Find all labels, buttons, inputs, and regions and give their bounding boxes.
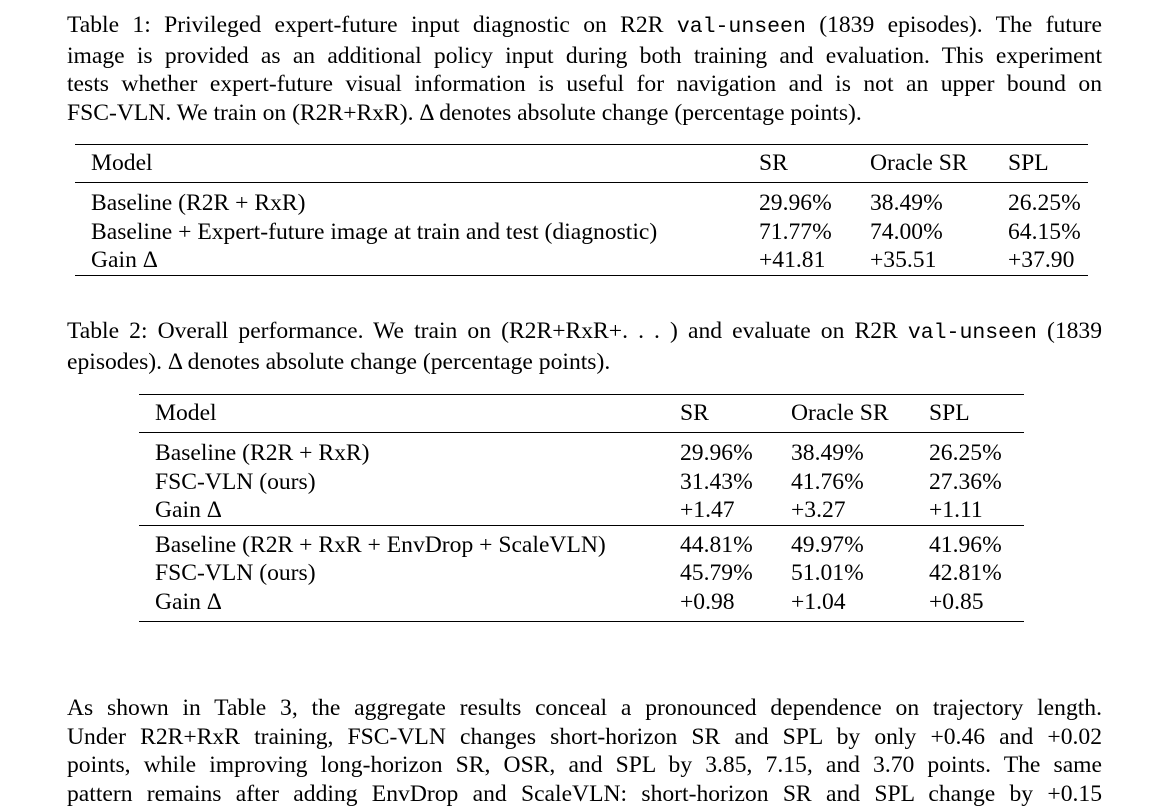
caption-text: (1839 episodes). The future xyxy=(806,12,1102,38)
table2-cell-spl: 42.81% xyxy=(913,559,1024,587)
table2-cell-oracle-sr: +3.27 xyxy=(775,496,913,526)
table1-cell-model: Baseline + Expert-future image at train and test (diagnostic) xyxy=(75,218,743,246)
table2-header-row xyxy=(139,395,1024,433)
caption-text: Table 1: Privileged expert-future input diagnostic on R2R xyxy=(67,12,677,38)
table2-cell-model: Baseline (R2R + RxR + EnvDrop + ScaleVLN) xyxy=(139,526,664,560)
table1-cell-model: Gain Δ xyxy=(75,246,743,276)
table2 xyxy=(139,394,1024,622)
table2-cell-sr: 29.96% xyxy=(664,433,775,468)
table1-caption-line xyxy=(67,99,1102,128)
table2-group1 xyxy=(139,433,1024,526)
table1-header-row xyxy=(75,145,1088,183)
table1-cell-oracle-sr: 74.00% xyxy=(854,218,992,246)
table2-cell-model: FSC-VLN (ours) xyxy=(139,559,664,587)
table1-row xyxy=(75,246,1088,276)
table2-cell-sr: 31.43% xyxy=(664,468,775,496)
table2-cell-spl: +0.85 xyxy=(913,588,1024,622)
table2-cell-sr: +1.47 xyxy=(664,496,775,526)
table2-cell-model: FSC-VLN (ours) xyxy=(139,468,664,496)
table2-caption xyxy=(67,317,1102,376)
table2-cell-oracle-sr: 41.76% xyxy=(775,468,913,496)
table1-row xyxy=(75,183,1088,218)
table2-row xyxy=(139,433,1024,468)
table2-header-model: Model xyxy=(139,395,664,433)
body-line: points, while improving long-horizon SR, OSR, and SPL by 3.85, 7.15, and 3.70 points. The same xyxy=(67,751,1102,780)
caption-text: episodes). Δ denotes absolute change (percentage points). xyxy=(67,349,610,375)
code-text: val-unseen xyxy=(677,15,806,39)
table1-caption-line xyxy=(67,42,1102,71)
table2-cell-sr: 45.79% xyxy=(664,559,775,587)
table1-caption xyxy=(67,11,1102,127)
table2-cell-model: Baseline (R2R + RxR) xyxy=(139,433,664,468)
table2-cell-oracle-sr: 38.49% xyxy=(775,433,913,468)
caption-text: tests whether expert-future visual information is useful for navigation and is not an upper bound on xyxy=(67,71,1102,97)
caption-text: FSC-VLN. We train on (R2R+RxR). Δ denotes absolute change (percentage points). xyxy=(67,100,862,126)
table2-row xyxy=(139,588,1024,622)
table2-cell-oracle-sr: 49.97% xyxy=(775,526,913,560)
table2-cell-spl: +1.11 xyxy=(913,496,1024,526)
caption-text: Table 2: Overall performance. We train on (R2R+RxR+. . . ) and evaluate on R2R xyxy=(67,318,908,344)
table2-header-oracle-sr: Oracle SR xyxy=(775,395,913,433)
table1-row xyxy=(75,218,1088,246)
table1-cell-sr: 71.77% xyxy=(743,218,854,246)
table2-caption-line xyxy=(67,317,1102,348)
table1-cell-oracle-sr: +35.51 xyxy=(854,246,992,276)
table1-header-model: Model xyxy=(75,145,743,183)
table2-caption-line xyxy=(67,348,1102,377)
table2-header-spl: SPL xyxy=(913,395,1024,433)
table2-row xyxy=(139,559,1024,587)
table2-cell-model: Gain Δ xyxy=(139,496,664,526)
table1-cell-sr: 29.96% xyxy=(743,183,854,218)
body-line: Under R2R+RxR training, FSC-VLN changes short-horizon SR and SPL by only +0.46 and +0.02 xyxy=(67,723,1102,752)
table1-caption-line xyxy=(67,70,1102,99)
table2-cell-model: Gain Δ xyxy=(139,588,664,622)
body-line: As shown in Table 3, the aggregate results conceal a pronounced dependence on trajectory length. xyxy=(67,694,1102,723)
table1-body xyxy=(75,183,1088,276)
table2-cell-spl: 27.36% xyxy=(913,468,1024,496)
table2-group2 xyxy=(139,526,1024,622)
code-text: val-unseen xyxy=(908,321,1037,345)
table1-cell-spl: 64.15% xyxy=(992,218,1088,246)
table2-cell-sr: 44.81% xyxy=(664,526,775,560)
table2-row xyxy=(139,526,1024,560)
caption-text: (1839 xyxy=(1037,318,1102,344)
table1-cell-spl: +37.90 xyxy=(992,246,1088,276)
table1-header-oracle-sr: Oracle SR xyxy=(854,145,992,183)
table1 xyxy=(75,144,1088,276)
table1-cell-oracle-sr: 38.49% xyxy=(854,183,992,218)
table1-cell-model: Baseline (R2R + RxR) xyxy=(75,183,743,218)
table1-cell-sr: +41.81 xyxy=(743,246,854,276)
table2-cell-sr: +0.98 xyxy=(664,588,775,622)
table2-cell-spl: 41.96% xyxy=(913,526,1024,560)
table1-header-spl: SPL xyxy=(992,145,1088,183)
table2-cell-spl: 26.25% xyxy=(913,433,1024,468)
table1-cell-spl: 26.25% xyxy=(992,183,1088,218)
table2-row xyxy=(139,496,1024,526)
body-paragraph xyxy=(67,694,1102,808)
table1-caption-line xyxy=(67,11,1102,42)
table2-cell-oracle-sr: 51.01% xyxy=(775,559,913,587)
table2-header-sr: SR xyxy=(664,395,775,433)
body-line: pattern remains after adding EnvDrop and ScaleVLN: short-horizon SR and SPL change by +0.15 xyxy=(67,780,1102,808)
caption-text: image is provided as an additional policy input during both training and evaluation. This experiment xyxy=(67,43,1102,69)
table1-header-sr: SR xyxy=(743,145,854,183)
table2-cell-oracle-sr: +1.04 xyxy=(775,588,913,622)
table2-row xyxy=(139,468,1024,496)
